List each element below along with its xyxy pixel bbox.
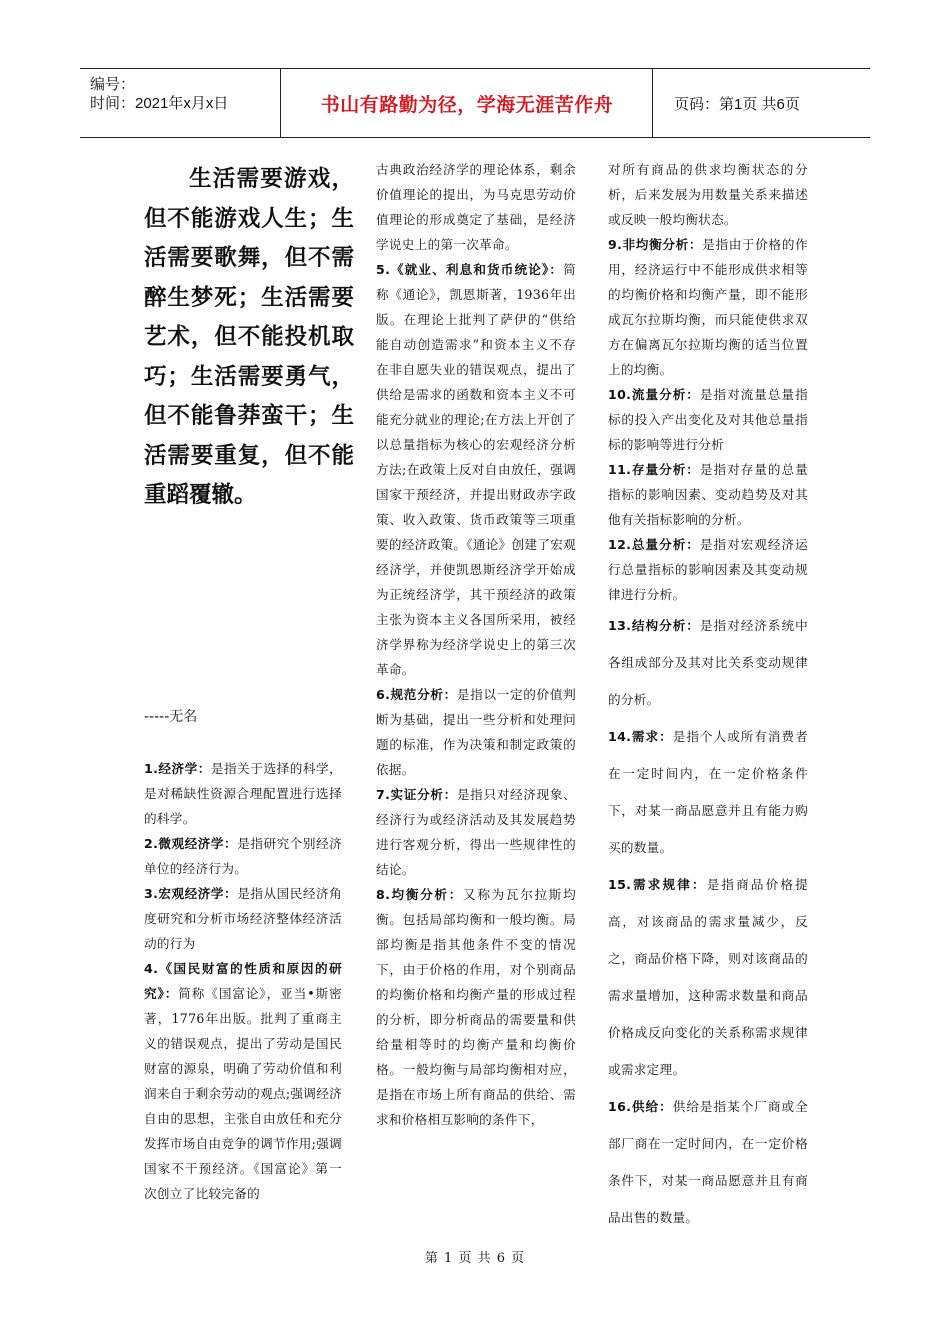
entry-2	[144, 831, 342, 881]
entry-8	[376, 882, 576, 1132]
entry-body: 供给是指某个厂商或全部厂商在一定时间内，在一定价格条件下，对某一商品愿意并且有商品出售的数量。	[608, 1099, 808, 1225]
entry-5	[376, 257, 576, 682]
entry-term: 4.《国民财富的性质和原因的研究》：	[144, 961, 342, 1001]
entry-body: 对所有商品的供求均衡状态的分析，后来发展为用数量关系来描述或反映一般均衡状态。	[608, 162, 808, 227]
entry-body: 是指对经济系统中各组成部分及其对比关系变动规律的分析。	[608, 618, 808, 707]
entry-8-continued	[608, 157, 808, 232]
column-left	[144, 756, 342, 1206]
entry-body: 是指对宏观经济运行总量指标的影响因素及其变动规律进行分析。	[608, 537, 808, 602]
header-motto: 书山有路勤为径，学海无涯苦作舟	[282, 69, 653, 137]
entry-4	[144, 956, 342, 1206]
entry-body: 是指从国民经济角度研究和分析市场经济整体经济活动的行为	[144, 886, 343, 951]
entry-7	[376, 782, 576, 882]
entry-body: 是指关于选择的科学，是对稀缺性资源合理配置进行选择的科学。	[144, 761, 342, 826]
quote-text: 生活需要游戏，但不能游戏人生；生活需要歌舞，但不需醉生梦死；生活需要艺术，但不能投机取巧；生活需要勇气，但不能鲁莽蛮干；生活需要重复，但不能重蹈覆辙。	[144, 166, 354, 508]
entry-term: 14.需求：	[608, 729, 673, 744]
entry-term: 9.非均衡分析：	[608, 237, 703, 252]
entry-body: 简称《通论》，凯恩斯著，1936年出版。在理论上批判了萨伊的“供给能自动创造需求”和资本主义不存在非自愿失业的错误观点，提出了供给是需求的函数和资本主义不可能充分就业的理论;在方法上开创了以总量指标为核心的宏观经济分析方法;在政策上反对自由放任，强调国家干预经济，并提出财政赤字政策、收入政策、货币政策等三项重要的经济政策。《通论》创建了宏观经济学，并使凯恩斯经济学开始成为正统经济学，其干预经济的政策主张为资本主义各国所采用，被经济学界称为经济学说史上的第三次革命。	[376, 262, 576, 677]
entry-term: 12.总量分析：	[608, 537, 700, 552]
document-number-label: 编号：	[90, 76, 136, 93]
entry-12	[608, 532, 808, 607]
header-page-info	[664, 69, 870, 137]
entry-4-continued	[376, 157, 576, 257]
page-footer: 第 1 页 共 6 页	[424, 1251, 526, 1266]
entry-term: 6.规范分析：	[376, 687, 457, 702]
entry-10	[608, 382, 808, 457]
column-right	[608, 157, 808, 1236]
entry-6	[376, 682, 576, 782]
entry-body: 是指只对经济现象、经济行为或经济活动及其发展趋势进行客观分析，得出一些规律性的结论。	[376, 787, 576, 877]
column-middle	[376, 157, 576, 1132]
entry-16	[608, 1088, 808, 1236]
entry-body: 是指以一定的价值判断为基础，提出一些分析和处理问题的标准，作为决策和制定政策的依据。	[376, 687, 576, 777]
entry-term: 11.存量分析：	[608, 462, 700, 477]
entry-13	[608, 607, 808, 718]
header-meta-cell	[80, 69, 281, 137]
entry-term: 16.供给：	[608, 1099, 673, 1114]
entry-term: 10.流量分析：	[608, 387, 700, 402]
entry-term: 8.均衡分析：	[376, 887, 464, 902]
entry-body: 是指对存量的总量指标的影响因素、变动趋势及对其他有关指标影响的分析。	[608, 462, 808, 527]
entry-body: 是指由于价格的作用，经济运行中不能形成供求相等的均衡价格和均衡产量，即不能形成瓦尔拉斯均衡，而只能使供求双方在偏离瓦尔拉斯均衡的适当位置上的均衡。	[608, 237, 809, 377]
entry-1	[144, 756, 342, 831]
entry-term: 1.经济学：	[144, 761, 211, 776]
entry-term: 15.需求规律：	[608, 877, 707, 892]
entry-body: 简称《国富论》，亚当•斯密著，1776年出版。批判了重商主义的错误观点，提出了劳动是国民财富的源泉，明确了劳动价值和利润来自于剩余劳动的观点;强调经济自由的思想，主张自由放任和充分发挥市场自由竞争的调节作用;强调国家不干预经济。《国富论》第一次创立了比较完备的	[144, 986, 342, 1201]
entry-body: 古典政治经济学的理论体系，剩余价值理论的提出，为马克思劳动价值理论的形成奠定了基础，是经济学说史上的第一次革命。	[376, 162, 576, 252]
page-info-text: 页码：第1页 共6页	[674, 95, 800, 113]
entry-body: 又称为瓦尔拉斯均衡。包括局部均衡和一般均衡。局部均衡是指其他条件不变的情况下，由于价格的作用，对个别商品的均衡价格和均衡产量的形成过程的分析，即分析商品的需要量和供给量相等时的均衡产量和均衡价格。一般均衡与局部均衡相对应，是指在市场上所有商品的供给、需求和价格相互影响的条件下，	[376, 887, 576, 1127]
entry-body: 是指个人或所有消费者在一定时间内，在一定价格条件下，对某一商品愿意并且有能力购买的数量。	[608, 729, 808, 855]
entry-term: 2.微观经济学：	[144, 836, 238, 851]
entry-14	[608, 718, 808, 866]
entry-body: 是指商品价格提高，对该商品的需求量减少，反之，商品价格下降，则对该商品的需求量增加，这种需求数量和商品价格成反向变化的关系称需求规律或需求定理。	[608, 877, 808, 1077]
entry-term: 7.实证分析：	[376, 787, 457, 802]
header-table	[80, 68, 870, 138]
entry-term: 13.结构分析：	[608, 618, 700, 633]
entry-3	[144, 881, 342, 956]
entry-term: 3.宏观经济学：	[144, 886, 238, 901]
entry-body: 是指对流量总量指标的投入产出变化及对其他总量指标的影响等进行分析	[608, 387, 808, 452]
document-time-label: 时间：2021年x月x日	[90, 95, 229, 112]
entry-body: 是指研究个别经济单位的经济行为。	[144, 836, 343, 876]
entry-term: 5.《就业、利息和货币统论》：	[376, 262, 564, 277]
entry-9	[608, 232, 808, 382]
entry-11	[608, 457, 808, 532]
quote-author: -----无名	[144, 709, 198, 725]
entry-15	[608, 866, 808, 1088]
